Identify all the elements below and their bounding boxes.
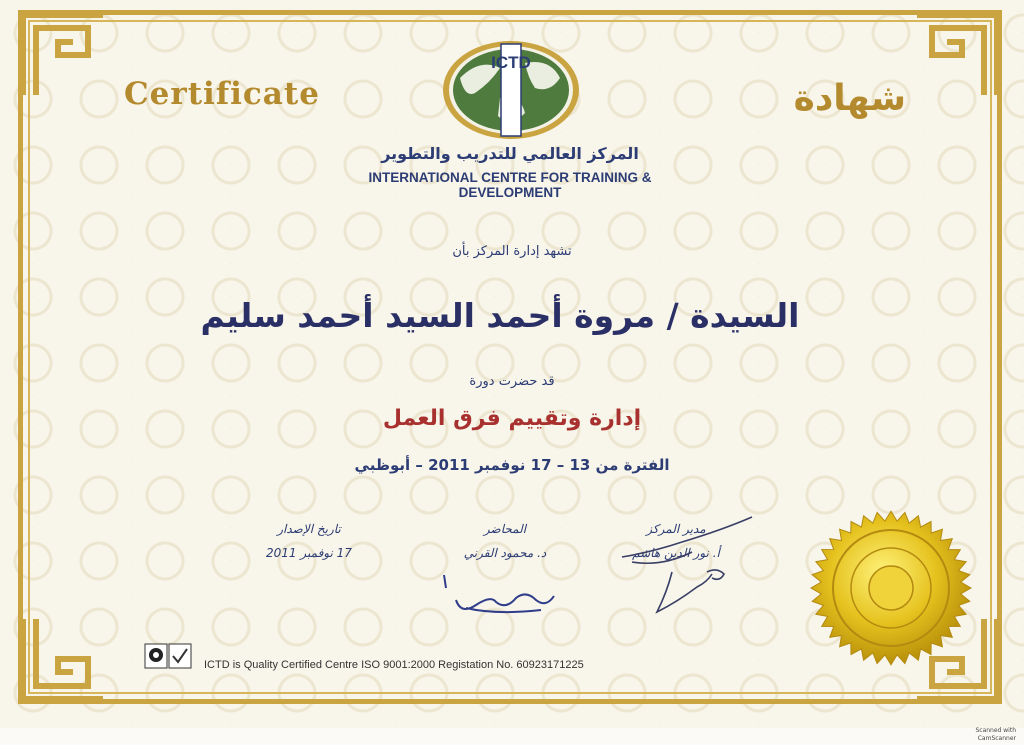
- scanner-watermark: [975, 727, 1016, 743]
- organization-name-english: INTERNATIONAL CENTRE FOR TRAINING & DEVELOPMENT: [368, 170, 652, 200]
- iso-certification-footer: ICTD is Quality Certified Centre ISO 9001:2000 Registation No. 60923171225: [204, 659, 584, 671]
- issue-date-block: [254, 522, 364, 560]
- scanner-watermark-line1: Scanned with: [975, 727, 1016, 734]
- corner-ornament-top-right: [912, 10, 1002, 100]
- corner-ornament-top-left: [18, 10, 108, 100]
- gold-seal-icon: [806, 506, 976, 670]
- issue-date-value: 17 نوفمبر 2011: [266, 546, 352, 560]
- course-period-location: الفترة من 13 – 17 نوفمبر 2011 – أبوظبي: [354, 456, 670, 474]
- logo-letters: ICTD: [491, 53, 531, 72]
- course-title: إدارة وتقييم فرق العمل: [382, 406, 642, 431]
- director-signature: [612, 512, 762, 622]
- organization-name-arabic: المركز العالمي للتدريب والتطوير: [381, 144, 639, 163]
- corner-ornament-bottom-left: [18, 614, 108, 704]
- certificate-title-arabic: شهادة: [793, 78, 906, 119]
- lecturer-block: [440, 522, 570, 560]
- ictd-globe-logo: [440, 38, 582, 142]
- recipient-name: السيدة / مروة أحمد السيد أحمد سليم: [200, 296, 800, 335]
- issue-date-label: تاريخ الإصدار: [277, 522, 341, 536]
- scanner-watermark-line2: CamScanner: [977, 735, 1016, 742]
- lecturer-name: د. محمود القرني: [463, 546, 547, 560]
- attestation-line: تشهد إدارة المركز بأن: [452, 244, 572, 259]
- attended-course-line: قد حضرت دورة: [469, 374, 555, 389]
- lecturer-signature: [436, 570, 566, 620]
- quality-certification-badges: [144, 643, 192, 669]
- director-label: مدير المركز: [646, 522, 706, 536]
- lecturer-label: المحاضر: [483, 522, 527, 536]
- director-name: أ. نور الدين هاشم: [632, 546, 720, 560]
- certificate-title-english: Certificate: [124, 76, 320, 112]
